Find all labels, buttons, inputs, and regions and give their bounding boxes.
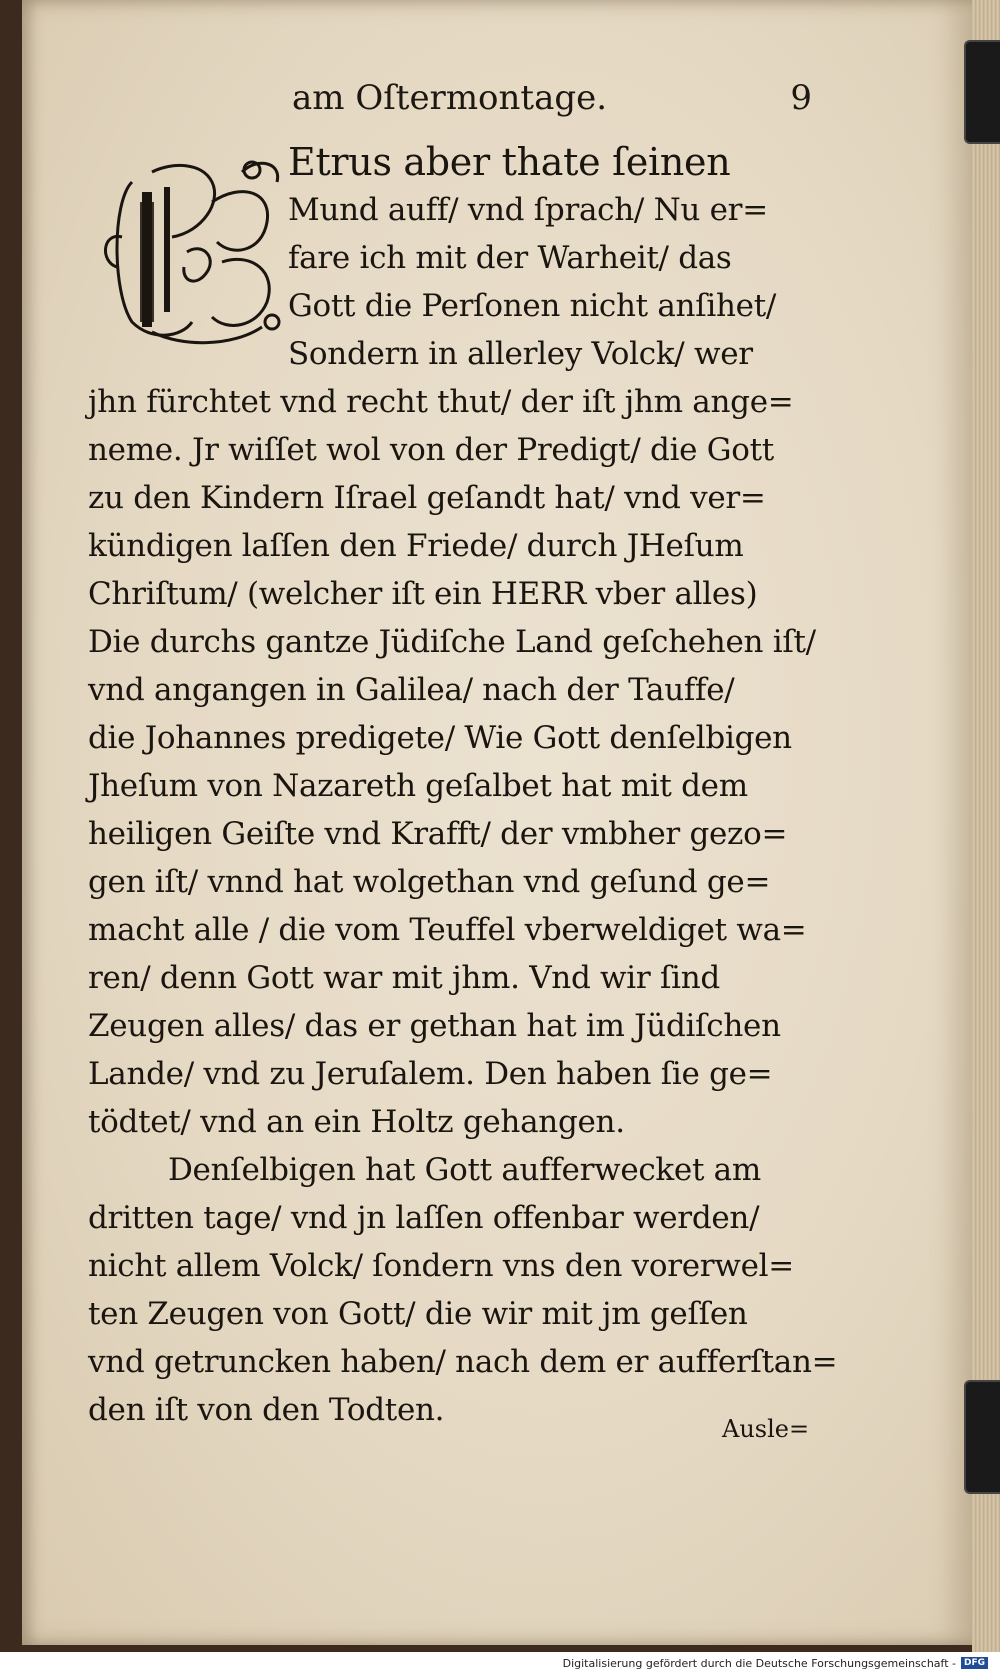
page-number: 9 [790, 78, 812, 118]
dfg-logo: DFG [961, 1657, 988, 1669]
text-line: dritten tage/ vnd jn laſſen offenbar werden/ [88, 1200, 760, 1236]
catchword: Ausle= [722, 1415, 810, 1443]
text-line: Lande/ vnd zu Jeruſalem. Den haben ſie ge= [88, 1056, 773, 1092]
decorated-initial-graphic [92, 142, 292, 352]
text-line: nicht allem Volck/ ſondern vns den vorerwel= [88, 1248, 794, 1284]
text-line: Jheſum von Nazareth geſalbet hat mit dem [88, 768, 748, 804]
text-line: fare ich mit der Warheit/ das [288, 240, 732, 276]
text-line: zu den Kindern Iſrael geſandt hat/ vnd ver= [88, 480, 766, 516]
text-line: ren/ denn Gott war mit jhm. Vnd wir ſind [88, 960, 720, 996]
running-title: am Oſtermontage. [292, 78, 608, 118]
text-line: neme. Jr wiſſet wol von der Predigt/ die Gott [88, 432, 774, 468]
text-line: Sondern in allerley Volck/ wer [288, 336, 753, 372]
book-clip-top [964, 40, 1000, 144]
text-line: vnd getruncken haben/ nach dem er aufferſtan= [88, 1344, 838, 1380]
book-clip-bottom [964, 1380, 1000, 1494]
running-header [292, 78, 812, 124]
text-line: Etrus aber thate ſeinen [288, 140, 731, 184]
text-line: Die durchs gantze Jüdiſche Land geſchehen iſt/ [88, 624, 816, 660]
text-line: heiligen Geiſte vnd Krafft/ der vmbher gezo= [88, 816, 788, 852]
text-line: gen iſt/ vnnd hat wolgethan vnd geſund ge= [88, 864, 771, 900]
text-line: den iſt von den Todten. [88, 1392, 445, 1428]
text-line: Zeugen alles/ das er gethan hat im Jüdiſchen [88, 1008, 781, 1044]
text-line: Denſelbigen hat Gott aufferwecket am [168, 1152, 761, 1188]
digitization-footer [0, 1652, 1000, 1674]
text-line: Gott die Perſonen nicht anſihet/ [288, 288, 777, 324]
decorated-initial-p [92, 142, 292, 352]
text-line: macht alle / die vom Teuffel vberweldiget wa= [88, 912, 807, 948]
text-line: jhn fürchtet vnd recht thut/ der iſt jhm ange= [88, 384, 794, 420]
funding-credit: Digitalisierung gefördert durch die Deutsche Forschungsgemeinschaft - [562, 1657, 956, 1670]
book-page [22, 0, 975, 1645]
text-line: vnd angangen in Galilea/ nach der Tauffe/ [88, 672, 735, 708]
text-line: tödtet/ vnd an ein Holtz gehangen. [88, 1104, 625, 1140]
text-line: Mund auff/ vnd ſprach/ Nu er= [288, 192, 768, 228]
text-line: Chriſtum/ (welcher iſt ein HERR vber alles) [88, 576, 758, 612]
text-line: kündigen laſſen den Friede/ durch JHeſum [88, 528, 744, 564]
text-line: ten Zeugen von Gott/ die wir mit jm geſſen [88, 1296, 748, 1332]
text-line: die Johannes predigete/ Wie Gott denſelbigen [88, 720, 792, 756]
